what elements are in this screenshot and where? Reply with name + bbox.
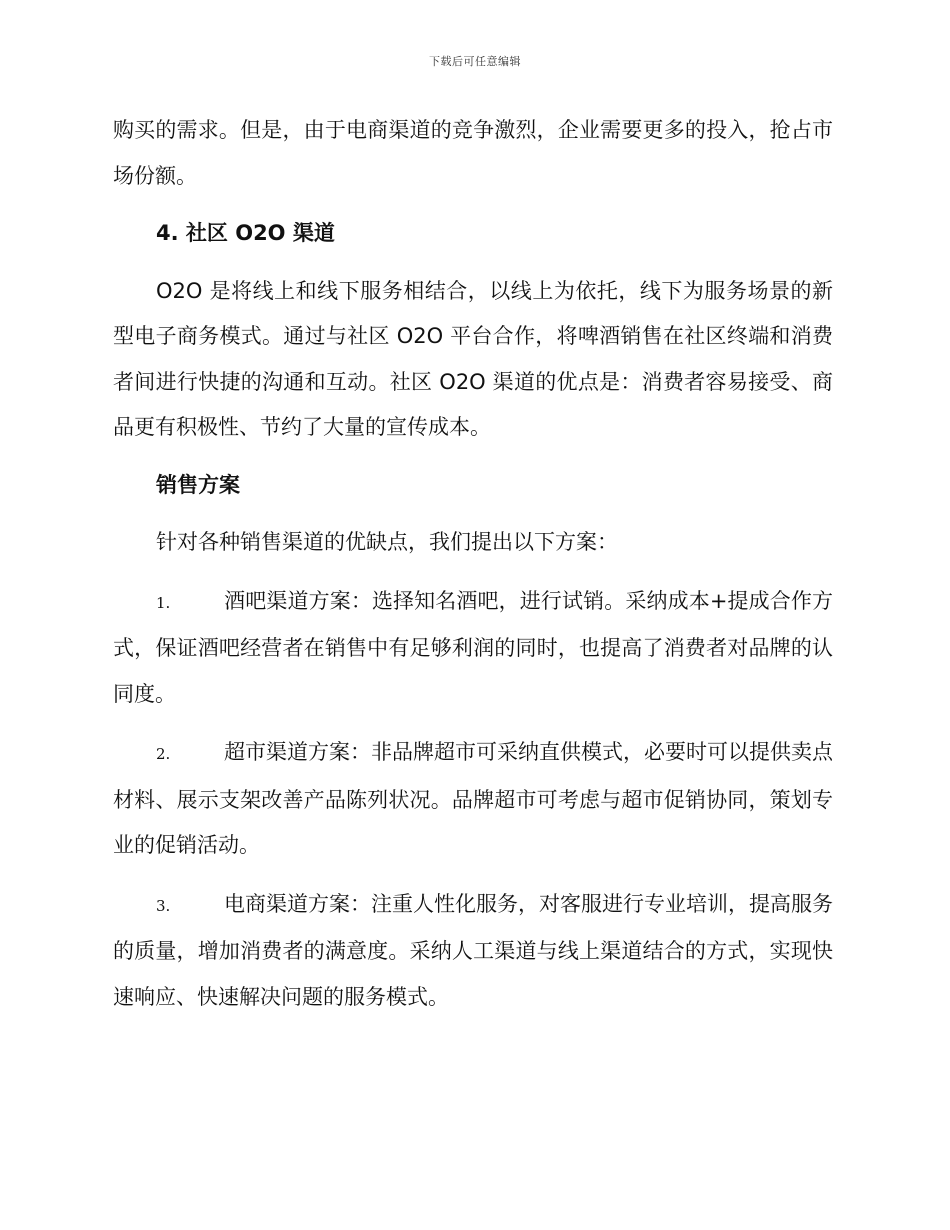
paragraph-continuation: 购买的需求。但是，由于电商渠道的竞争激烈，企业需要更多的投入，抢占市场份额。 xyxy=(113,118,833,188)
paragraph-sales-intro: 针对各种销售渠道的优缺点，我们提出以下方案： xyxy=(156,530,618,554)
document-body xyxy=(113,108,833,1020)
header-note: 下载后可任意编辑 xyxy=(429,55,521,68)
list-item xyxy=(113,882,833,1021)
list-item-text: 电商渠道方案：注重人性化服务，对客服进行专业培训，提高服务的质量，增加消费者的满意度。采纳人工渠道与线上渠道结合的方式，实现快速响应、快速解决问题的服务模式。 xyxy=(113,891,833,1009)
list-item-text: 酒吧渠道方案：选择知名酒吧，进行试销。采纳成本+提成合作方式，保证酒吧经营者在销售中有足够利润的同时，也提高了消费者对品牌的认同度。 xyxy=(113,588,833,706)
list-item xyxy=(113,579,833,718)
list-item xyxy=(113,730,833,869)
list-number: 2. xyxy=(156,745,171,763)
list-item-text: 超市渠道方案：非品牌超市可采纳直供模式，必要时可以提供卖点材料、展示支架改善产品陈列状况。品牌超市可考虑与超市促销协同，策划专业的促销活动。 xyxy=(113,740,833,857)
list-number: 3. xyxy=(156,896,171,915)
paragraph-o2o: O2O 是将线上和线下服务相结合，以线上为依托，线下为服务场景的新型电子商务模式。通过与社区 O2O 平台合作，将啤酒销售在社区终端和消费者间进行快捷的沟通和互动。社区 O2O 渠道的优点是：消费者容易接受、商品更有积极性、节约了大量的宣传成本。 xyxy=(113,278,833,439)
section-heading-sales-plan: 销售方案 xyxy=(156,472,240,497)
list-number: 1. xyxy=(156,593,171,612)
section-heading-o2o: 4. 社区 O2O 渠道 xyxy=(156,221,335,245)
